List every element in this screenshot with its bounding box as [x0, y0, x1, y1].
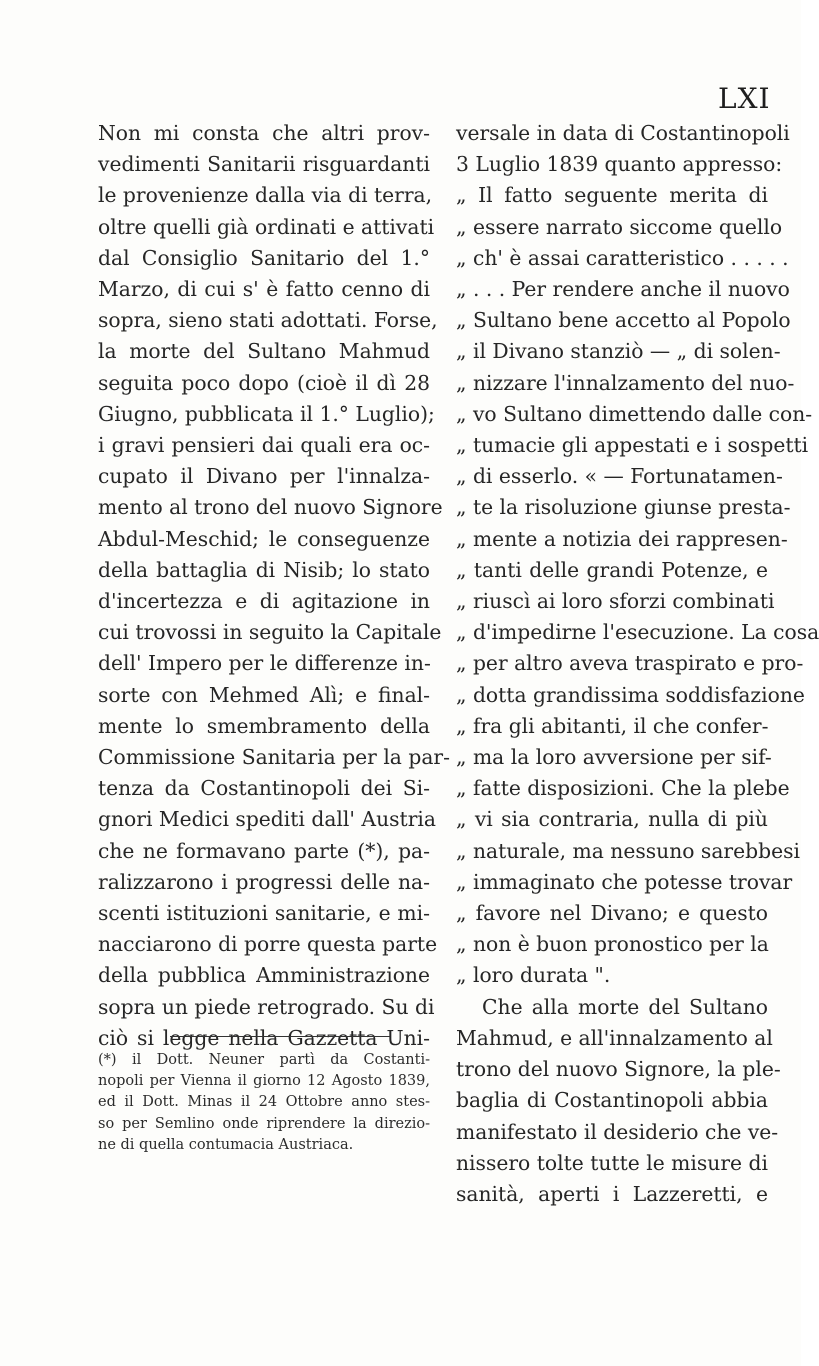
text-line: sanità, aperti i Lazzeretti, e	[456, 1181, 768, 1206]
text-line: della battaglia di Nisib; lo stato	[98, 557, 430, 582]
text-line: versale in data di Costantinopoli	[456, 121, 790, 145]
quote-line: „ ma la loro avversione per sif-	[456, 745, 772, 770]
quote-line: „ il Divano stanziò — „ di solen-	[456, 339, 781, 364]
text-line: gnori Medici spediti dall' Austria	[98, 807, 436, 832]
quote-line: „ tumacie gli appestati e i sospetti	[456, 433, 809, 458]
quote-line: „ dotta grandissima soddisfazione	[456, 682, 805, 707]
text-line: della pubblica Amministrazione	[98, 963, 430, 988]
quote-line: „ Il fatto seguente merita di	[456, 183, 768, 208]
footnote-line: ne di quella contumacia Austriaca.	[98, 1136, 354, 1153]
quote-line: „ per altro aveva traspirato e pro-	[456, 651, 804, 676]
quote-line: „ favore nel Divano; e questo	[456, 901, 768, 926]
quote-line: „ vo Sultano dimettendo dalle con-	[456, 401, 813, 426]
text-line: d'incertezza e di agitazione in	[98, 589, 430, 614]
text-line: la morte del Sultano Mahmud	[98, 339, 430, 364]
quote-line: „ Sultano bene accetto al Popolo	[456, 308, 791, 333]
footnote-line: nopoli per Vienna il giorno 12 Agosto 1839,	[98, 1073, 430, 1090]
quote-line: „ ch' è assai caratteristico . . . . .	[456, 245, 789, 270]
text-line: mento al trono del nuovo Signore	[98, 495, 443, 520]
quote-line: „ di esserlo. « — Fortunatamen-	[456, 464, 783, 489]
text-line: seguita poco dopo (cioè il dì 28	[98, 370, 430, 395]
text-line: ralizzarono i progressi delle na-	[98, 869, 430, 894]
text-line: sopra, sieno stati adottati. Forse,	[98, 308, 438, 333]
quote-line: „ non è buon pronostico per la	[456, 932, 769, 957]
quote-line: „ . . . Per rendere anche il nuovo	[456, 277, 790, 302]
quote-line: „ immaginato che potesse trovar	[456, 869, 793, 894]
quote-line: „ riuscì ai loro sforzi combinati	[456, 589, 775, 614]
quote-line: „ loro durata ".	[456, 963, 611, 988]
quote-line: „ fatte disposizioni. Che la plebe	[456, 776, 790, 801]
text-line: cupato il Divano per l'innalza-	[98, 464, 430, 489]
quote-line: „ nizzare l'innalzamento del nuo-	[456, 370, 795, 395]
text-line: sorte con Mehmed Alì; e final-	[98, 682, 430, 707]
text-line: 3 Luglio 1839 quanto appresso:	[456, 152, 783, 177]
footnote-line: (*) il Dott. Neuner partì da Costanti-	[98, 1052, 430, 1068]
text-line: Abdul-Meschid; le conseguenze	[98, 526, 430, 551]
text-line: Marzo, di cui s' è fatto cenno di	[98, 277, 430, 302]
text-line: che ne formavano parte (*), pa-	[98, 838, 430, 863]
text-line: cui trovossi in seguito la Capitale	[98, 620, 442, 645]
text-line: tenza da Costantinopoli dei Si-	[98, 776, 430, 801]
text-line: i gravi pensieri dai quali era oc-	[98, 433, 430, 458]
text-line: oltre quelli già ordinati e attivati	[98, 214, 435, 239]
quote-line: „ fra gli abitanti, il che confer-	[456, 713, 769, 738]
quote-line: „ te la risoluzione giunse presta-	[456, 495, 791, 520]
text-line: trono del nuovo Signore, la ple-	[456, 1057, 781, 1082]
text-line: scenti istituzioni sanitarie, e mi-	[98, 901, 430, 926]
text-line: baglia di Costantinopoli abbia	[456, 1088, 768, 1113]
quote-line: „ naturale, ma nessuno sarebbesi	[456, 838, 800, 863]
text-line: dal Consiglio Sanitario del 1.°	[98, 245, 430, 270]
text-line: le provenienze dalla via di terra,	[98, 183, 433, 208]
footnote	[98, 1050, 430, 1156]
text-line: mente lo smembramento della	[98, 713, 430, 738]
quote-line: „ d'impedirne l'esecuzione. La cosa	[456, 620, 819, 645]
footnote-divider	[170, 1036, 390, 1037]
text-line: Mahmud, e all'innalzamento al	[456, 1025, 773, 1050]
text-line: ciò si legge nella Gazzetta Uni-	[98, 1025, 430, 1050]
text-line: manifestato il desiderio che ve-	[456, 1119, 779, 1144]
quote-line: „ vi sia contraria, nulla di più	[456, 807, 768, 832]
text-line: Che alla morte del Sultano	[482, 994, 768, 1019]
text-line: dell' Impero per le differenze in-	[98, 651, 431, 676]
text-line: Non mi consta che altri prov-	[98, 121, 430, 145]
right-column	[456, 118, 819, 1210]
text-line: Giugno, pubblicata il 1.° Luglio);	[98, 401, 435, 426]
text-line: nacciarono di porre questa parte	[98, 932, 438, 957]
page-number: LXI	[718, 82, 771, 115]
quote-line: „ essere narrato siccome quello	[456, 214, 783, 239]
text-line: sopra un piede retrogrado. Su di	[98, 994, 435, 1019]
text-line: vedimenti Sanitarii risguardanti	[98, 152, 430, 177]
footnote-line: ed il Dott. Minas il 24 Ottobre anno stes-	[98, 1094, 430, 1111]
left-column	[98, 118, 450, 1054]
text-line: Commissione Sanitaria per la par-	[98, 745, 450, 770]
footnote-line: so per Semlino onde riprendere la direzio-	[98, 1115, 430, 1132]
text-line: nissero tolte tutte le misure di	[456, 1150, 768, 1175]
quote-line: „ tanti delle grandi Potenze, e	[456, 557, 768, 582]
quote-line: „ mente a notizia dei rappresen-	[456, 526, 788, 551]
